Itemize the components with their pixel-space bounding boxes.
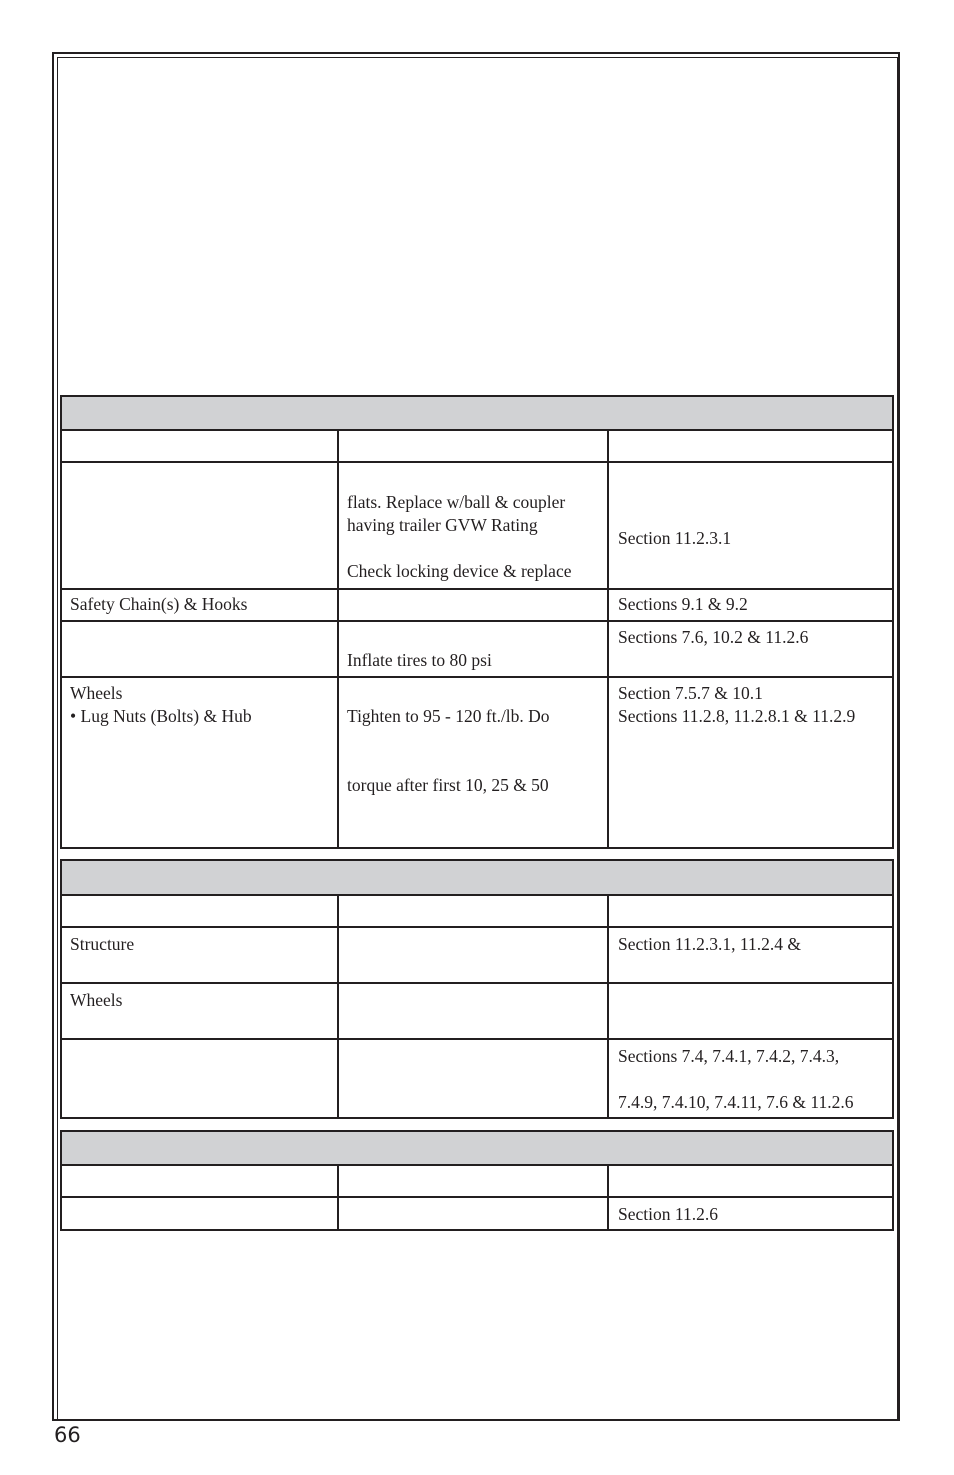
table-cell-action-line: flats. Replace w/ball & coupler [347, 492, 566, 512]
table-header-band-rule [60, 1164, 894, 1166]
table-column-divider [337, 1165, 339, 1231]
table-left-edge [60, 859, 62, 1119]
table-cell-reference-line: Sections 9.1 & 9.2 [618, 594, 748, 614]
table-cell-action-line: Tighten to 95 - 120 ft./lb. Do [347, 706, 550, 726]
table-right-edge [892, 395, 894, 849]
table-left-edge [60, 395, 62, 849]
table-cell-reference-line: 7.4.9, 7.4.10, 7.4.11, 7.6 & 11.2.6 [618, 1092, 854, 1112]
table-column-header-rule [60, 461, 894, 463]
table-cell-item-line: Safety Chain(s) & Hooks [70, 594, 248, 614]
table-right-edge [892, 859, 894, 1119]
table-top-rule [60, 395, 894, 397]
page-border-inner [57, 57, 898, 1421]
table-column-divider [337, 430, 339, 849]
table-cell-reference-line: Section 11.2.3.1 [618, 528, 732, 548]
table-cell-reference-line: Sections 7.4, 7.4.1, 7.4.2, 7.4.3, [618, 1046, 840, 1066]
table-column-divider [607, 1165, 609, 1231]
table-column-header-rule [60, 926, 894, 928]
table-column-divider [607, 430, 609, 849]
table-cell-reference-line: Sections 11.2.8, 11.2.8.1 & 11.2.9 [618, 706, 856, 726]
table-right-edge [892, 1130, 894, 1231]
table-row-rule [60, 1117, 894, 1119]
table-cell-action-line: Inflate tires to 80 psi [347, 650, 492, 670]
table-top-rule [60, 859, 894, 861]
table-column-divider [607, 895, 609, 1119]
table-row-rule [60, 847, 894, 849]
table-cell-item-line: Wheels [70, 683, 123, 703]
table-cell-reference-line: Section 7.5.7 & 10.1 [618, 683, 763, 703]
page-number: 66 [54, 1423, 81, 1447]
table-cell-item-line: • Lug Nuts (Bolts) & Hub [70, 706, 252, 726]
table-column-divider [337, 895, 339, 1119]
table-row-rule [60, 982, 894, 984]
table-header-band-rule [60, 429, 894, 431]
table-cell-reference-line: Section 11.2.3.1, 11.2.4 & [618, 934, 801, 954]
table-cell-action-line: torque after first 10, 25 & 50 [347, 775, 549, 795]
table-row-rule [60, 1229, 894, 1231]
table-header-band [60, 1130, 892, 1165]
table-header-band-rule [60, 894, 894, 896]
table-cell-action-line: Check locking device & replace [347, 561, 572, 581]
table-row-rule [60, 588, 894, 590]
table-row-rule [60, 676, 894, 678]
table-cell-action-line: having trailer GVW Rating [347, 515, 538, 535]
table-header-band [60, 859, 892, 895]
table-top-rule [60, 1130, 894, 1132]
table-row-rule [60, 1038, 894, 1040]
table-header-band [60, 395, 892, 430]
table-cell-item-line: Wheels [70, 990, 123, 1010]
table-left-edge [60, 1130, 62, 1231]
table-column-header-rule [60, 1196, 894, 1198]
table-cell-reference-line: Section 11.2.6 [618, 1204, 718, 1224]
table-cell-reference-line: Sections 7.6, 10.2 & 11.2.6 [618, 627, 809, 647]
table-cell-item-line: Structure [70, 934, 135, 954]
table-row-rule [60, 620, 894, 622]
